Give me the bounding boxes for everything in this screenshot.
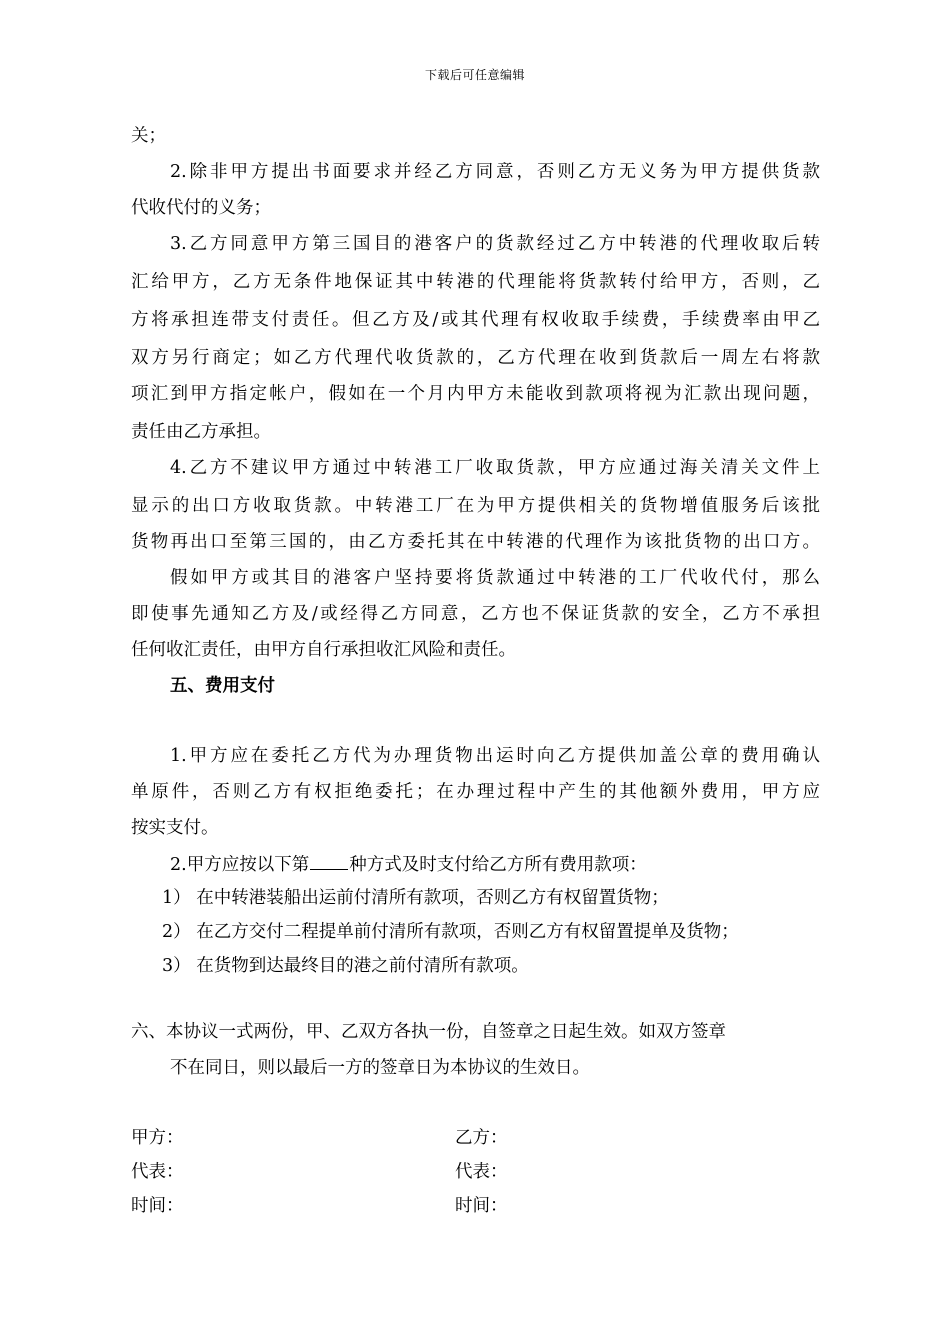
clause-3-line: 汇给甲方，乙方无条件地保证其中转港的代理能将货款转付给甲方，否则，乙 [131,272,820,292]
payment-clause-2-suffix: 种方式及时支付给乙方所有费用款项： [349,855,647,875]
payment-clause-2-line [170,852,647,877]
payment-option: 2） 在乙方交付二程提单前付清所有款项，否则乙方有权留置提单及货物； [162,922,739,942]
clause-3-line: 双方另行商定；如乙方代理代收货款的，乙方代理在收到货款后一周左右将款 [131,348,820,368]
section-6-line: 不在同日，则以最后一方的签章日为本协议的生效日。 [170,1058,590,1078]
paragraph-line: 即使事先通知乙方及/或经得乙方同意，乙方也不保证货款的安全，乙方不承担 [131,604,820,624]
payment-option: 3） 在货物到达最终目的港之前付清所有款项。 [162,956,529,976]
fill-in-blank[interactable] [310,852,348,870]
clause-2-line: 2.除非甲方提出书面要求并经乙方同意，否则乙方无义务为甲方提供货款 [170,162,820,182]
page-header: 下载后可任意编辑 [424,68,525,82]
clause-4-line: 显示的出口方收取货款。中转港工厂在为甲方提供相关的货物增值服务后该批 [131,496,820,516]
payment-clause-2-prefix: 2.甲方应按以下第 [170,855,310,875]
payment-clause-1-line: 按实支付。 [131,818,219,838]
time-a-label: 时间： [131,1196,184,1216]
clause-3-line: 3.乙方同意甲方第三国目的港客户的货款经过乙方中转港的代理收取后转 [170,234,820,254]
representative-a-label: 代表： [131,1162,184,1182]
party-b-label: 乙方： [455,1128,508,1148]
representative-b-label: 代表： [455,1162,508,1182]
paragraph-line: 假如甲方或其目的港客户坚持要将货款通过中转港的工厂代收代付，那么 [170,568,820,588]
party-a-label: 甲方： [131,1128,184,1148]
clause-3-line: 项汇到甲方指定帐户，假如在一个月内甲方未能收到款项将视为汇款出现问题， [131,384,820,404]
paragraph-line: 关； [131,126,166,146]
clause-4-line: 4.乙方不建议甲方通过中转港工厂收取货款，甲方应通过海关清关文件上 [170,458,820,478]
payment-clause-1-line: 单原件，否则乙方有权拒绝委托；在办理过程中产生的其他额外费用，甲方应 [131,782,820,802]
clause-3-line: 方将承担连带支付责任。但乙方及/或其代理有权收取手续费，手续费率由甲乙 [131,310,820,330]
clause-4-line: 货物再出口至第三国的，由乙方委托其在中转港的代理作为该批货物的出口方。 [131,532,820,552]
section-heading: 五、费用支付 [170,676,275,696]
time-b-label: 时间： [455,1196,508,1216]
clause-3-line: 责任由乙方承担。 [131,422,271,442]
payment-clause-1-line: 1.甲方应在委托乙方代为办理货物出运时向乙方提供加盖公章的费用确认 [170,746,820,766]
clause-2-line: 代收代付的义务； [131,198,271,218]
payment-option: 1） 在中转港装船出运前付清所有款项，否则乙方有权留置货物； [162,888,669,908]
section-6-line: 六、本协议一式两份，甲、乙双方各执一份，自签章之日起生效。如双方签章 [131,1022,726,1042]
paragraph-line: 任何收汇责任，由甲方自行承担收汇风险和责任。 [131,640,516,660]
